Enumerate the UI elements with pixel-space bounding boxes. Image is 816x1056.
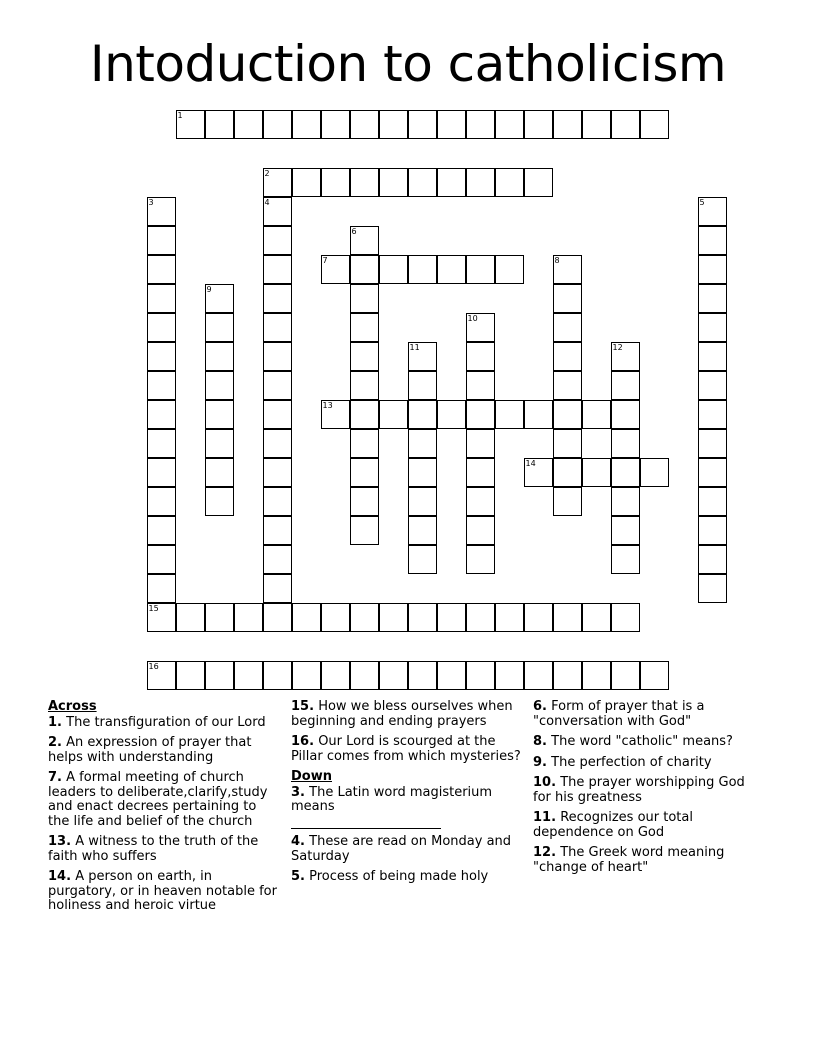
grid-cell[interactable]: [321, 400, 350, 429]
grid-cell[interactable]: [292, 110, 321, 139]
grid-cell[interactable]: [263, 603, 292, 632]
clue-number-label: 3: [148, 198, 154, 207]
grid-cell[interactable]: [263, 255, 292, 284]
grid-cell[interactable]: [350, 313, 379, 342]
grid-cell[interactable]: [437, 603, 466, 632]
grid-cell[interactable]: [582, 458, 611, 487]
grid-cell[interactable]: [524, 603, 553, 632]
grid-cell[interactable]: [524, 110, 553, 139]
clue-column-3: [533, 700, 765, 881]
grid-cell[interactable]: [263, 429, 292, 458]
grid-cell[interactable]: [466, 371, 495, 400]
grid-cell[interactable]: [466, 603, 495, 632]
grid-cell[interactable]: [698, 371, 727, 400]
grid-cell[interactable]: [350, 226, 379, 255]
grid-cell[interactable]: [408, 545, 437, 574]
grid-cell[interactable]: [524, 661, 553, 690]
grid-cell[interactable]: [553, 603, 582, 632]
grid-cell[interactable]: [147, 545, 176, 574]
grid-cell[interactable]: [611, 661, 640, 690]
down-heading: Down: [291, 769, 332, 784]
grid-cell[interactable]: [205, 429, 234, 458]
grid-cell[interactable]: [553, 487, 582, 516]
grid-cell[interactable]: [321, 255, 350, 284]
clue-number-label: 14: [525, 459, 536, 468]
grid-cell[interactable]: [582, 400, 611, 429]
grid-cell[interactable]: [582, 603, 611, 632]
grid-cell[interactable]: [408, 255, 437, 284]
grid-cell[interactable]: [205, 661, 234, 690]
grid-cell[interactable]: [553, 110, 582, 139]
grid-cell[interactable]: [379, 603, 408, 632]
clue-number-label: 16: [148, 662, 159, 671]
grid-cell[interactable]: [611, 516, 640, 545]
clue-number-label: 1: [177, 111, 183, 120]
clue-number-label: 8: [554, 256, 560, 265]
grid-cell[interactable]: [698, 255, 727, 284]
clue-column-1: [48, 700, 280, 920]
grid-cell[interactable]: [263, 226, 292, 255]
grid-cell[interactable]: [147, 400, 176, 429]
grid-cell[interactable]: [350, 371, 379, 400]
clue-across-14: 14. A person on earth, in purgatory, or in heaven notable for holiness and heroic virtue: [48, 869, 277, 913]
clue-down-5: 5. Process of being made holy: [291, 869, 489, 884]
grid-cell[interactable]: [437, 400, 466, 429]
grid-cell[interactable]: [263, 313, 292, 342]
grid-cell[interactable]: [205, 342, 234, 371]
across-heading: Across: [48, 699, 97, 714]
grid-cell[interactable]: [640, 110, 669, 139]
grid-cell[interactable]: [321, 603, 350, 632]
grid-cell[interactable]: [553, 255, 582, 284]
grid-cell[interactable]: [408, 371, 437, 400]
grid-cell[interactable]: [437, 661, 466, 690]
grid-cell[interactable]: [147, 371, 176, 400]
grid-cell[interactable]: [263, 545, 292, 574]
grid-cell[interactable]: [205, 284, 234, 313]
grid-cell[interactable]: [263, 342, 292, 371]
grid-cell[interactable]: [408, 458, 437, 487]
grid-cell[interactable]: [698, 313, 727, 342]
answer-blank-line: [291, 827, 441, 829]
grid-cell[interactable]: [350, 255, 379, 284]
clue-across-15: 15. How we bless ourselves when beginning and ending prayers: [291, 699, 513, 729]
clue-down-4: 4. These are read on Monday and Saturday: [291, 834, 512, 864]
grid-cell[interactable]: [205, 110, 234, 139]
clue-number-label: 13: [322, 401, 333, 410]
grid-cell[interactable]: [263, 110, 292, 139]
grid-cell[interactable]: [292, 603, 321, 632]
clue-across-16: 16. Our Lord is scourged at the Pillar comes from which mysteries?: [291, 734, 521, 764]
clue-number-label: 5: [699, 198, 705, 207]
grid-cell[interactable]: [698, 516, 727, 545]
grid-cell[interactable]: [147, 226, 176, 255]
grid-cell[interactable]: [466, 487, 495, 516]
clue-down-6: 6. Form of prayer that is a "conversation with God": [533, 699, 705, 729]
grid-cell[interactable]: [147, 603, 176, 632]
clue-number-label: 6: [351, 227, 357, 236]
grid-cell[interactable]: [553, 400, 582, 429]
grid-cell[interactable]: [466, 400, 495, 429]
grid-cell[interactable]: [553, 458, 582, 487]
grid-cell[interactable]: [147, 487, 176, 516]
grid-cell[interactable]: [611, 400, 640, 429]
clue-number-label: 11: [409, 343, 420, 352]
grid-cell[interactable]: [553, 284, 582, 313]
grid-cell[interactable]: [379, 661, 408, 690]
grid-cell[interactable]: [205, 458, 234, 487]
grid-cell[interactable]: [147, 313, 176, 342]
grid-cell[interactable]: [466, 516, 495, 545]
clue-down-8: 8. The word "catholic" means?: [533, 734, 733, 749]
grid-cell[interactable]: [495, 168, 524, 197]
grid-cell[interactable]: [611, 603, 640, 632]
grid-cell[interactable]: [698, 284, 727, 313]
grid-cell[interactable]: [321, 110, 350, 139]
grid-cell[interactable]: [466, 168, 495, 197]
grid-cell[interactable]: [205, 487, 234, 516]
grid-cell[interactable]: [698, 545, 727, 574]
grid-cell[interactable]: [350, 110, 379, 139]
grid-cell[interactable]: [582, 661, 611, 690]
puzzle-title: Intoduction to catholicism: [89, 35, 727, 93]
grid-cell[interactable]: [263, 284, 292, 313]
grid-cell[interactable]: [466, 661, 495, 690]
grid-cell[interactable]: [408, 342, 437, 371]
grid-cell[interactable]: [698, 458, 727, 487]
grid-cell[interactable]: [466, 255, 495, 284]
grid-cell[interactable]: [147, 458, 176, 487]
grid-cell[interactable]: [553, 371, 582, 400]
grid-cell[interactable]: [408, 168, 437, 197]
grid-cell[interactable]: [263, 516, 292, 545]
grid-cell[interactable]: [553, 661, 582, 690]
clue-down-9: 9. The perfection of charity: [533, 754, 712, 770]
grid-cell[interactable]: [234, 661, 263, 690]
grid-cell[interactable]: [147, 197, 176, 226]
grid-cell[interactable]: [350, 603, 379, 632]
grid-cell[interactable]: [611, 458, 640, 487]
grid-cell[interactable]: [263, 371, 292, 400]
grid-cell[interactable]: [495, 661, 524, 690]
grid-cell[interactable]: [176, 603, 205, 632]
grid-cell[interactable]: [379, 255, 408, 284]
grid-cell[interactable]: [437, 255, 466, 284]
grid-cell[interactable]: [176, 110, 205, 139]
grid-cell[interactable]: [495, 400, 524, 429]
grid-cell[interactable]: [147, 255, 176, 284]
grid-cell[interactable]: [611, 487, 640, 516]
clue-down-3: 3. The Latin word magisterium means: [291, 786, 523, 830]
grid-cell[interactable]: [698, 197, 727, 226]
grid-cell[interactable]: [350, 168, 379, 197]
grid-cell[interactable]: [205, 371, 234, 400]
clue-number-label: 4: [264, 198, 270, 207]
grid-cell[interactable]: [495, 255, 524, 284]
grid-cell[interactable]: [553, 342, 582, 371]
clue-number-label: 12: [612, 343, 623, 352]
grid-cell[interactable]: [466, 110, 495, 139]
grid-cell[interactable]: [553, 313, 582, 342]
grid-cell[interactable]: [234, 110, 263, 139]
clue-number-label: 2: [264, 169, 270, 178]
grid-cell[interactable]: [466, 313, 495, 342]
clue-across-1: 1. The transfiguration of our Lord: [48, 714, 266, 730]
grid-cell[interactable]: [495, 110, 524, 139]
grid-cell[interactable]: [611, 545, 640, 574]
grid-cell[interactable]: [611, 110, 640, 139]
grid-cell[interactable]: [495, 603, 524, 632]
grid-cell[interactable]: [466, 545, 495, 574]
grid-cell[interactable]: [408, 487, 437, 516]
grid-cell[interactable]: [350, 661, 379, 690]
grid-cell[interactable]: [350, 516, 379, 545]
clue-column-2: [291, 700, 523, 891]
clue-across-7: 7. A formal meeting of church leaders to deliberate,clarify,study and enact decrees pertaining to the life and belief of the church: [48, 770, 268, 829]
grid-cell[interactable]: [263, 458, 292, 487]
grid-cell[interactable]: [698, 400, 727, 429]
grid-cell[interactable]: [611, 429, 640, 458]
grid-cell[interactable]: [408, 110, 437, 139]
grid-cell[interactable]: [350, 284, 379, 313]
grid-cell[interactable]: [205, 313, 234, 342]
clue-number-label: 10: [467, 314, 478, 323]
grid-cell[interactable]: [263, 400, 292, 429]
grid-cell[interactable]: [263, 487, 292, 516]
grid-cell[interactable]: [147, 429, 176, 458]
grid-cell[interactable]: [379, 400, 408, 429]
grid-cell[interactable]: [292, 168, 321, 197]
grid-cell[interactable]: [466, 342, 495, 371]
clue-down-12: 12. The Greek word meaning "change of heart": [533, 845, 725, 875]
grid-cell[interactable]: [698, 487, 727, 516]
grid-cell[interactable]: [263, 574, 292, 603]
grid-cell[interactable]: [350, 342, 379, 371]
grid-cell[interactable]: [466, 458, 495, 487]
grid-cell[interactable]: [524, 168, 553, 197]
grid-cell[interactable]: [147, 516, 176, 545]
grid-cell[interactable]: [350, 429, 379, 458]
clue-across-13: 13. A witness to the truth of the faith who suffers: [48, 834, 259, 864]
grid-cell[interactable]: [176, 661, 205, 690]
grid-cell[interactable]: [321, 661, 350, 690]
grid-cell[interactable]: [147, 661, 176, 690]
grid-cell[interactable]: [350, 400, 379, 429]
grid-cell[interactable]: [147, 342, 176, 371]
grid-cell[interactable]: [524, 458, 553, 487]
grid-cell[interactable]: [147, 284, 176, 313]
grid-cell[interactable]: [524, 400, 553, 429]
grid-cell[interactable]: [292, 661, 321, 690]
grid-cell[interactable]: [437, 110, 466, 139]
grid-cell[interactable]: [205, 603, 234, 632]
grid-cell[interactable]: [408, 603, 437, 632]
grid-cell[interactable]: [408, 429, 437, 458]
grid-cell[interactable]: [321, 168, 350, 197]
grid-cell[interactable]: [379, 168, 408, 197]
grid-cell[interactable]: [698, 574, 727, 603]
grid-cell[interactable]: [466, 429, 495, 458]
clue-number-label: 9: [206, 285, 212, 294]
grid-cell[interactable]: [408, 661, 437, 690]
grid-cell[interactable]: [437, 168, 466, 197]
clue-across-2: 2. An expression of prayer that helps with understanding: [48, 735, 252, 765]
grid-cell[interactable]: [350, 458, 379, 487]
grid-cell[interactable]: [263, 168, 292, 197]
clue-number-label: 7: [322, 256, 328, 265]
grid-cell[interactable]: [408, 400, 437, 429]
grid-cell[interactable]: [611, 371, 640, 400]
grid-cell[interactable]: [234, 603, 263, 632]
grid-cell[interactable]: [205, 400, 234, 429]
clue-down-11: 11. Recognizes our total dependence on God: [533, 810, 693, 840]
grid-cell[interactable]: [698, 429, 727, 458]
clue-number-label: 15: [148, 604, 159, 613]
grid-cell[interactable]: [408, 516, 437, 545]
grid-cell[interactable]: [611, 342, 640, 371]
grid-cell[interactable]: [698, 226, 727, 255]
grid-cell[interactable]: [640, 458, 669, 487]
grid-cell[interactable]: [582, 110, 611, 139]
grid-cell[interactable]: [698, 342, 727, 371]
grid-cell[interactable]: [553, 429, 582, 458]
grid-cell[interactable]: [147, 574, 176, 603]
grid-cell[interactable]: [640, 661, 669, 690]
grid-cell[interactable]: [379, 110, 408, 139]
grid-cell[interactable]: [263, 197, 292, 226]
grid-cell[interactable]: [350, 487, 379, 516]
grid-cell[interactable]: [263, 661, 292, 690]
clue-down-10: 10. The prayer worshipping God for his greatness: [533, 775, 745, 805]
